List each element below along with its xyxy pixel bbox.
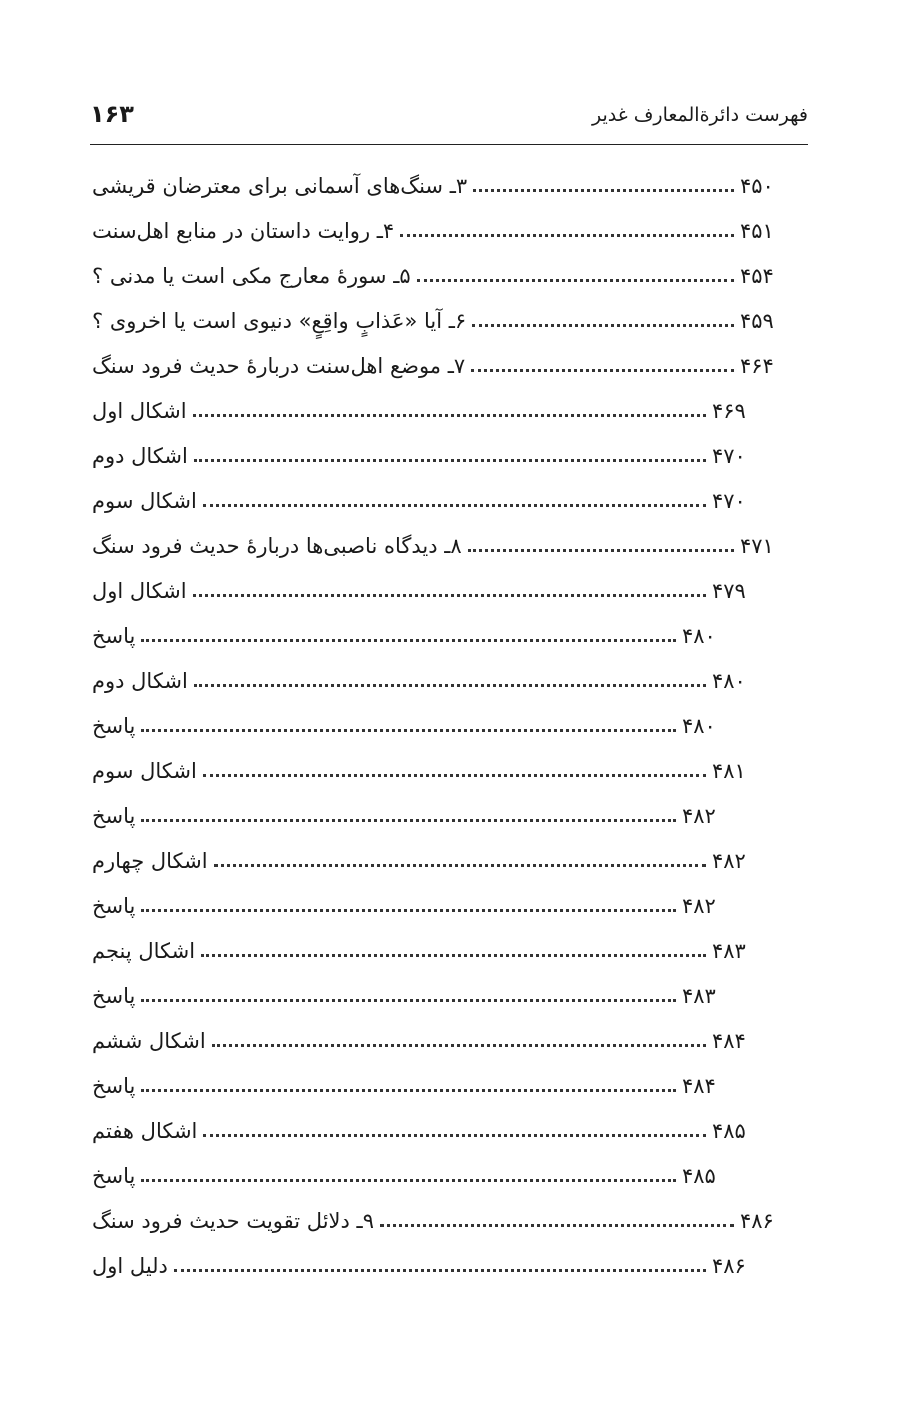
dot-leader [203,774,706,777]
dot-leader [380,1224,734,1227]
toc-entry-page: ۴۵۴ [740,263,774,288]
dot-leader [141,639,676,642]
toc-entry [92,838,780,883]
toc-entry [92,478,780,523]
toc-entry-title: اشکال اول [92,578,187,603]
toc-entry-page: ۴۸۳ [682,983,716,1008]
toc-entry-title: اشکال اول [92,398,187,423]
toc-entry [92,1108,780,1153]
toc-entry-title: دلیل اول [92,1253,168,1278]
toc-entry [92,793,780,838]
toc-entry-page: ۴۷۹ [712,578,746,603]
toc-entry-title: پاسخ [92,623,136,648]
toc-entry-title: اشکال هفتم [92,1118,198,1143]
dot-leader [193,414,706,417]
toc-entry-page: ۴۵۹ [740,308,774,333]
toc-entry-title: ۵ـ سورهٔ معارج مکی است یا مدنی ؟ [92,263,411,288]
dot-leader [212,1044,706,1047]
dot-leader [141,1179,676,1182]
toc-entry [92,1243,780,1288]
dot-leader [203,504,706,507]
dot-leader [473,189,734,192]
toc-entry-page: ۴۸۵ [682,1163,716,1188]
running-header-title: فهرست دائرةالمعارف غدیر [591,104,808,126]
toc-entry-title: اشکال پنجم [92,938,196,963]
toc-entry [92,433,780,478]
toc-entry [92,523,780,568]
toc-entry-title: ۶ـ آیا «عَذابٍ واقِعٍ» دنیوی است یا اخروی ؟ [92,308,467,333]
toc-entry-page: ۴۸۰ [682,623,716,648]
toc-entry [92,388,780,433]
toc-entry-page: ۴۵۱ [740,218,774,243]
toc-entry-title: اشکال سوم [92,758,197,783]
toc-entry-page: ۴۸۴ [712,1028,746,1053]
toc-entry-page: ۴۸۲ [682,803,716,828]
toc-entry [92,1153,780,1198]
toc-entry [92,253,780,298]
toc-entry-page: ۴۸۶ [740,1208,774,1233]
toc-entry-page: ۴۸۵ [712,1118,746,1143]
toc-entry [92,883,780,928]
toc-entry-page: ۴۸۰ [712,668,746,693]
dot-leader [141,1089,676,1092]
toc-entry-page: ۴۸۲ [712,848,746,873]
toc-entry [92,613,780,658]
dot-leader [400,234,734,237]
toc-entry-page: ۴۷۱ [740,533,774,558]
toc-entry-title: پاسخ [92,1073,136,1098]
toc-entry-title: پاسخ [92,713,136,738]
dot-leader [201,954,706,957]
toc-entry-page: ۴۶۹ [712,398,746,423]
toc-entry-page: ۴۸۴ [682,1073,716,1098]
toc-entry-page: ۴۵۰ [740,173,774,198]
dot-leader [174,1269,706,1272]
toc-entry-page: ۴۸۲ [682,893,716,918]
toc-entry-title: اشکال ششم [92,1028,206,1053]
toc-entry-title: پاسخ [92,803,136,828]
toc-entry-page: ۴۷۰ [712,443,746,468]
toc-entry [92,703,780,748]
toc-entry [92,1018,780,1063]
toc-entry [92,928,780,973]
toc-entry-page: ۴۸۶ [712,1253,746,1278]
toc-entry-page: ۴۷۰ [712,488,746,513]
page-number: ۱۶۳ [90,100,134,128]
toc-entry-title: پاسخ [92,983,136,1008]
toc-entry [92,973,780,1018]
dot-leader [472,324,734,327]
dot-leader [203,1134,706,1137]
toc-entry [92,298,780,343]
running-header [90,96,808,145]
dot-leader [417,279,734,282]
toc-entry-title: اشکال دوم [92,443,188,468]
toc-entry-page: ۴۸۰ [682,713,716,738]
toc-entry [92,163,780,208]
toc-entry-page: ۴۸۱ [712,758,746,783]
dot-leader [141,819,676,822]
dot-leader [468,549,734,552]
dot-leader [193,594,706,597]
toc-entry-title: ۴ـ روایت داستان در منابع اهل‌سنت [92,218,395,243]
dot-leader [194,459,706,462]
toc-entry [92,658,780,703]
toc-entry-page: ۴۸۳ [712,938,746,963]
toc-entry [92,748,780,793]
toc-entry [92,208,780,253]
toc-entry [92,343,780,388]
toc-entry [92,1063,780,1108]
toc-entry-title: پاسخ [92,1163,136,1188]
dot-leader [471,369,734,372]
toc-entry-page: ۴۶۴ [740,353,774,378]
toc-entry [92,568,780,613]
dot-leader [141,729,676,732]
toc-entry-title: اشکال دوم [92,668,188,693]
dot-leader [214,864,706,867]
toc-entry-title: اشکال سوم [92,488,197,513]
toc-entry-title: ۷ـ موضع اهل‌سنت دربارهٔ حدیث فرود سنگ [92,353,466,378]
toc-entry-title: ۸ـ دیدگاه ناصبی‌ها دربارهٔ حدیث فرود سنگ [92,533,462,558]
table-of-contents [92,163,780,1288]
dot-leader [141,909,676,912]
toc-entry-title: پاسخ [92,893,136,918]
toc-entry-title: اشکال چهارم [92,848,208,873]
dot-leader [141,999,676,1002]
toc-entry-title: ۹ـ دلائل تقویت حدیث فرود سنگ [92,1208,374,1233]
dot-leader [194,684,706,687]
toc-entry [92,1198,780,1243]
toc-entry-title: ۳ـ سنگ‌های آسمانی برای معترضان قریشی [92,173,468,198]
